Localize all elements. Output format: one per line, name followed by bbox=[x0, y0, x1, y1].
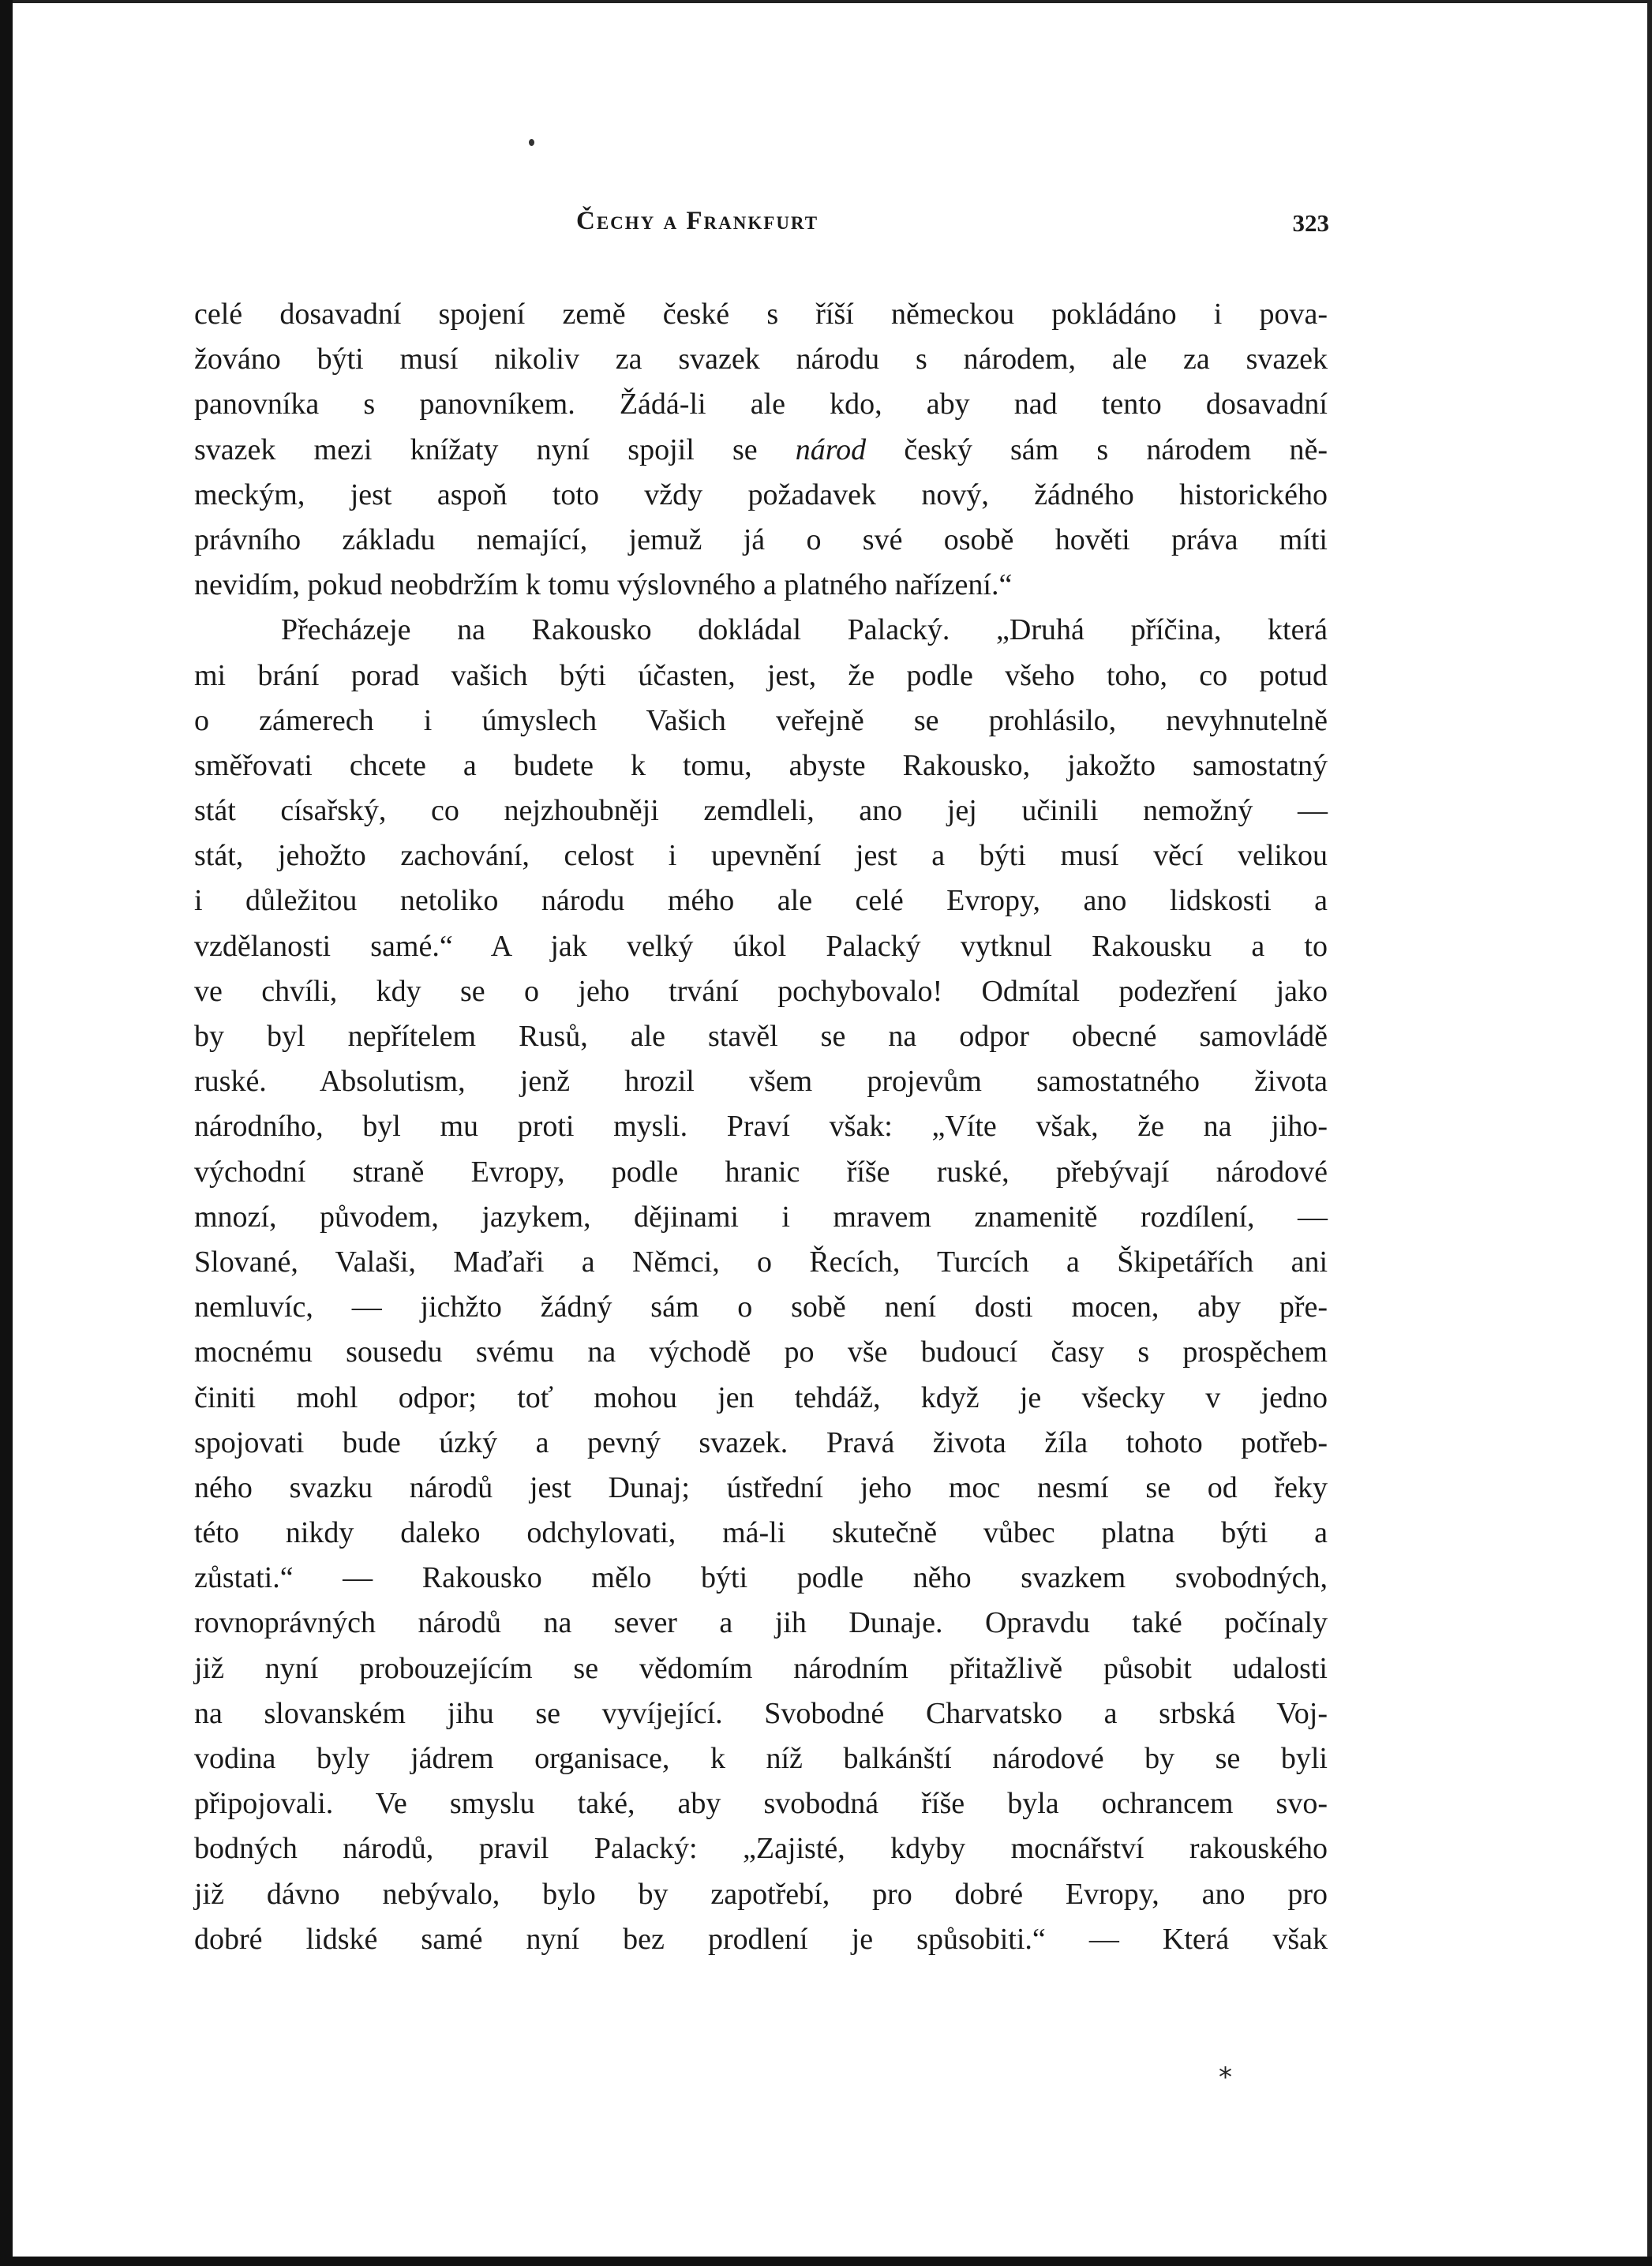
text-line: bodných národů, pravil Palacký: „Zajisté, kdyby mocnářství rakouského bbox=[194, 1832, 1328, 1866]
text-line: stát, jehožto zachování, celost i upevnění jest a býti musí věcí velikou bbox=[194, 839, 1328, 873]
scan-border-left bbox=[0, 0, 13, 2266]
text-line: této nikdy daleko odchylovati, má-li skutečně vůbec platna býti a bbox=[194, 1516, 1328, 1550]
page-number: 323 bbox=[1292, 209, 1329, 237]
text-line: spojovati bude úzký a pevný svazek. Pravá života žíla tohoto potřeb- bbox=[194, 1425, 1328, 1459]
text-line: celé dosavadní spojení země české s říší německou pokládáno i pova- bbox=[194, 298, 1328, 331]
ink-speck bbox=[529, 139, 534, 146]
text-line: mnozí, původem, jazykem, dějinami i mravem znamenitě rozdílení, — bbox=[194, 1200, 1328, 1234]
text-line: svazek mezi knížaty nyní spojil se národ český sám s národem ně- bbox=[194, 433, 1328, 466]
text-line: národního, byl mu proti mysli. Praví však: „Víte však, že na jiho- bbox=[194, 1110, 1328, 1144]
scan-border-top bbox=[0, 0, 1652, 3]
text-line: ného svazku národů jest Dunaj; ústřední jeho moc nesmí se od řeky bbox=[194, 1470, 1328, 1504]
text-line: mocnému sousedu svému na východě po vše budoucí časy s prospěchem bbox=[194, 1335, 1328, 1369]
text-line: vodina byly jádrem organisace, k níž balkánští národové by se byli bbox=[194, 1742, 1328, 1775]
text-line: o zámerech i úmyslech Vašich veřejně se prohlásilo, nevyhnutelně bbox=[194, 703, 1328, 737]
text-line: by byl nepřítelem Rusů, ale stavěl se na odpor obecné samovládě bbox=[194, 1020, 1328, 1053]
text-line: vzdělanosti samé.“ A jak velký úkol Palacký vytknul Rakousku a to bbox=[194, 929, 1328, 963]
scan-border-right bbox=[1647, 0, 1652, 2266]
body-text bbox=[194, 292, 1328, 1962]
text-line: panovníka s panovníkem. Žádá-li ale kdo, aby nad tento dosavadní bbox=[194, 388, 1328, 421]
text-line: Slované, Valaši, Maďaři a Němci, o Řecích, Turcích a Škipetářích ani bbox=[194, 1245, 1328, 1279]
text-line: již nyní probouzejícím se vědomím národním přitažlivě působit udalosti bbox=[194, 1651, 1328, 1685]
running-title: Čechy a Frankfurt bbox=[576, 207, 819, 235]
text-line: ruské. Absolutism, jenž hrozil všem projevům samostatného života bbox=[194, 1065, 1328, 1099]
text-line: rovnoprávných národů na sever a jih Dunaje. Opravdu také počínaly bbox=[194, 1606, 1328, 1640]
emphasized-word: národ bbox=[795, 433, 867, 466]
signature-mark: * bbox=[1219, 2062, 1232, 2093]
text-line: zůstati.“ — Rakousko mělo býti podle něho svazkem svobodných, bbox=[194, 1561, 1328, 1595]
text-line: nemluvíc, — jichžto žádný sám o sobě není dosti mocen, aby pře- bbox=[194, 1290, 1328, 1324]
text-line: činiti mohl odpor; toť mohou jen tehdáž, když je všecky v jedno bbox=[194, 1380, 1328, 1414]
text-line: Přecházeje na Rakousko dokládal Palacký. „Druhá příčina, která bbox=[281, 613, 1328, 647]
text-line: žováno býti musí nikoliv za svazek národu s národem, ale za svazek bbox=[194, 343, 1328, 376]
text-line: již dávno nebývalo, bylo by zapotřebí, pro dobré Evropy, ano pro bbox=[194, 1877, 1328, 1911]
scan-border-bottom bbox=[0, 2257, 1652, 2266]
text-line: směřovati chcete a budete k tomu, abyste Rakousko, jakožto samostatný bbox=[194, 748, 1328, 782]
text-line: mi brání porad vašich býti účasten, jest, že podle všeho toho, co potud bbox=[194, 658, 1328, 692]
text-line: stát císařský, co nejzhoubněji zemdleli, ano jej učinili nemožný — bbox=[194, 794, 1328, 828]
text-line: meckým, jest aspoň toto vždy požadavek nový, žádného historického bbox=[194, 478, 1328, 511]
text-line: ve chvíli, kdy se o jeho trvání pochybovalo! Odmítal podezření jako bbox=[194, 974, 1328, 1008]
text-line: dobré lidské samé nyní bez prodlení je spůsobiti.“ — Která však bbox=[194, 1922, 1328, 1956]
text-line: nevidím, pokud neobdržím k tomu výslovného a platného nařízení.“ bbox=[194, 568, 1013, 602]
text-line: východní straně Evropy, podle hranic říše ruské, přebývají národové bbox=[194, 1155, 1328, 1189]
text-line: připojovali. Ve smyslu také, aby svobodná říše byla ochrancem svo- bbox=[194, 1787, 1328, 1821]
text-line: i důležitou netoliko národu mého ale celé Evropy, ano lidskosti a bbox=[194, 884, 1328, 918]
text-line: na slovanském jihu se vyvíjející. Svobodné Charvatsko a srbská Voj- bbox=[194, 1696, 1328, 1730]
text-line: právního základu nemající, jemuž já o své osobě hověti práva míti bbox=[194, 522, 1328, 556]
